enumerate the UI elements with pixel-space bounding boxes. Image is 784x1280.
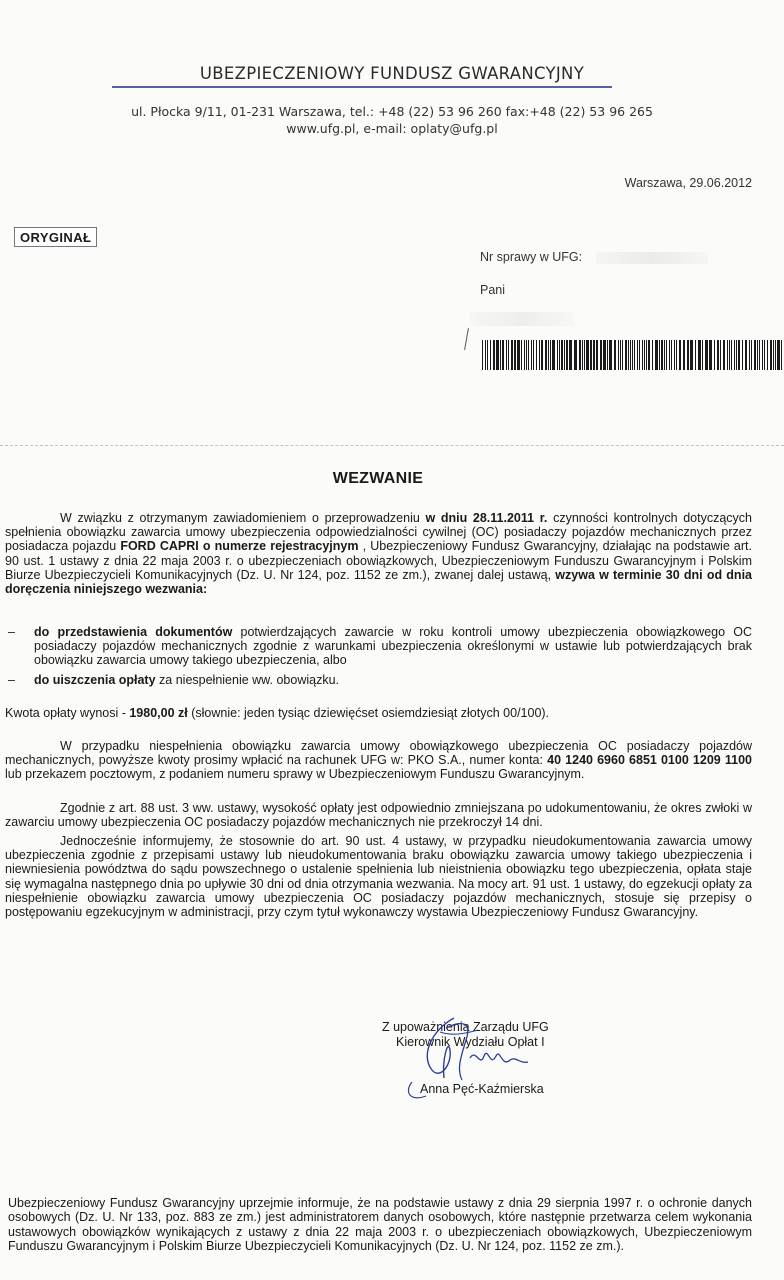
fold-line: [0, 445, 784, 446]
data-protection-notice: Ubezpieczeniowy Fundusz Gwarancyjny uprzejmie informuje, że na podstawie ustawy z dnia 29 sierpnia 1997 r. o ochronie danych osobowych (Dz. U. Nr 133, poz. 883 ze zm.) jest administratorem danych osobowych, które następnie przetwarza celem wykonania ustawowych obowiązków wynikających z ustawy z dnia 22 maja 2003 r. o ubezpieczeniach obowiązkowych, Ubezpieczeniowym Funduszu Gwarancyjnym i Polskim Biurze Ubezpieczycieli Komunikacyjnych (Dz. U. Nr 124, poz. 1152 ze zm.).: [8, 1196, 752, 1254]
document-heading: WEZWANIE: [332, 470, 424, 487]
paragraph-intro: W związku z otrzymanym zawiadomieniem o przeprowadzeniu w dniu 28.11.2011 r. czynności kontrolnych dotyczących spełnienia obowiązku zawarcia umowy ubezpieczenia odpowiedzialności cywilnej (OC) posiadaczy pojazdów mechanicznych przez posiadacza pojazdu FORD CAPRI o numerze rejestracyjnym , Ubezpieczeniowy Fundusz Gwarancyjny, działając na podstawie art. 90 ust. 1 ustawy z dnia 22 maja 2003 r. o ubezpieczeniach obowiązkowych, Ubezpieczeniowym Funduszu Gwarancyjnym i Polskim Biurze Ubezpieczycieli Komunikacyjnych (Dz. U. Nr 124, poz. 1152 ze zm.), zwanej dalej ustawą, wzywa w terminie 30 dni od dnia doręczenia niniejszego wezwania:: [5, 511, 752, 597]
list-item: – do uiszczenia opłaty za niespełnienie ww. obowiązku.: [8, 673, 340, 687]
paragraph-enforcement: Jednocześnie informujemy, że stosownie do art. 90 ust. 4 ustawy, w przypadku nieudokumentowania zawarcia umowy ubezpieczenia zgodnie z przepisami ustawy lub nieudokumentowania braku obowiązku zawarcia umowy takiego ubezpieczenia i niewniesienia powództwa do sądu powszechnego o ustalenie spełnienia lub nieistnienia obowiązku tego ubezpieczenia, opłata staje się wymagalna następnego dnia po upływie 30 dni od dnia otrzymania wezwania. Na mocy art. 91 ust. 1 ustawy, do egzekucji opłaty za niespełnienie obowiązku zawarcia umowy ubezpieczenia OC posiadaczy pojazdów mechanicznych, stosuje się przepisy o postępowaniu egzekucyjnym w administracji, przy czym tytuł wykonawczy wystawia Ubezpieczeniowy Fundusz Gwarancyjny.: [5, 834, 752, 920]
original-stamp: ORYGINAŁ: [14, 227, 97, 247]
signature-authority: Z upoważnienia Zarządu UFG: [382, 1020, 549, 1034]
signatory-name: Anna Pęć-Kaźmierska: [420, 1082, 544, 1096]
fee-amount: Kwota opłaty wynosi - 1980,00 zł (słownie: jeden tysiąc dziewięćset osiemdziesiąt złotych 00/100).: [5, 706, 550, 720]
recipient-salutation: Pani: [480, 283, 506, 297]
pen-mark: [464, 328, 469, 350]
letterhead-title: UBEZPIECZENIOWY FUNDUSZ GWARANCYJNY: [199, 64, 585, 83]
list-item: – do przedstawienia dokumentów potwierdzających zawarcie w roku kontroli umowy ubezpieczenia obowiązkowego OC posiadaczy pojazdów mechanicznych zgodnie z warunkami ubezpieczenia określonymi w ustawie lub potwierdzających brak obowiązku zawarcia umowy takiego ubezpieczenia, albo: [8, 625, 752, 668]
letterhead-contact: www.ufg.pl, e-mail: oplaty@ufg.pl: [286, 121, 498, 136]
paragraph-reduction: Zgodnie z art. 88 ust. 3 ww. ustawy, wysokość opłaty jest odpowiednio zmniejszana po udokumentowaniu, że okres zwłoki w zawarciu umowy ubezpieczenia OC posiadaczy pojazdów mechanicznych nie przekroczył 14 dni.: [5, 801, 752, 830]
barcode: [482, 340, 782, 370]
letter-date: Warszawa, 29.06.2012: [624, 176, 752, 190]
letterhead-address: ul. Płocka 9/11, 01-231 Warszawa, tel.: +48 (22) 53 96 260 fax:+48 (22) 53 96 265: [131, 104, 653, 119]
paragraph-payment: W przypadku niespełnienia obowiązku zawarcia umowy obowiązkowego ubezpieczenia OC posiadaczy pojazdów mechanicznych, powyższe kwoty prosimy wpłacić na rachunek UFG w: PKO S.A., numer konta: 40 1240 6960 6851 0100 1209 1100 lub przekazem pocztowym, z podaniem numeru sprawy w Ubezpieczeniowym Funduszu Gwarancyjnym.: [5, 739, 752, 782]
letterhead-rule: [112, 86, 612, 88]
redacted-case-number: [596, 252, 708, 264]
redacted-recipient-name: [470, 312, 574, 326]
signature-position: Kierownik Wydziału Opłat I: [396, 1035, 545, 1049]
case-number-label: Nr sprawy w UFG:: [480, 250, 583, 264]
